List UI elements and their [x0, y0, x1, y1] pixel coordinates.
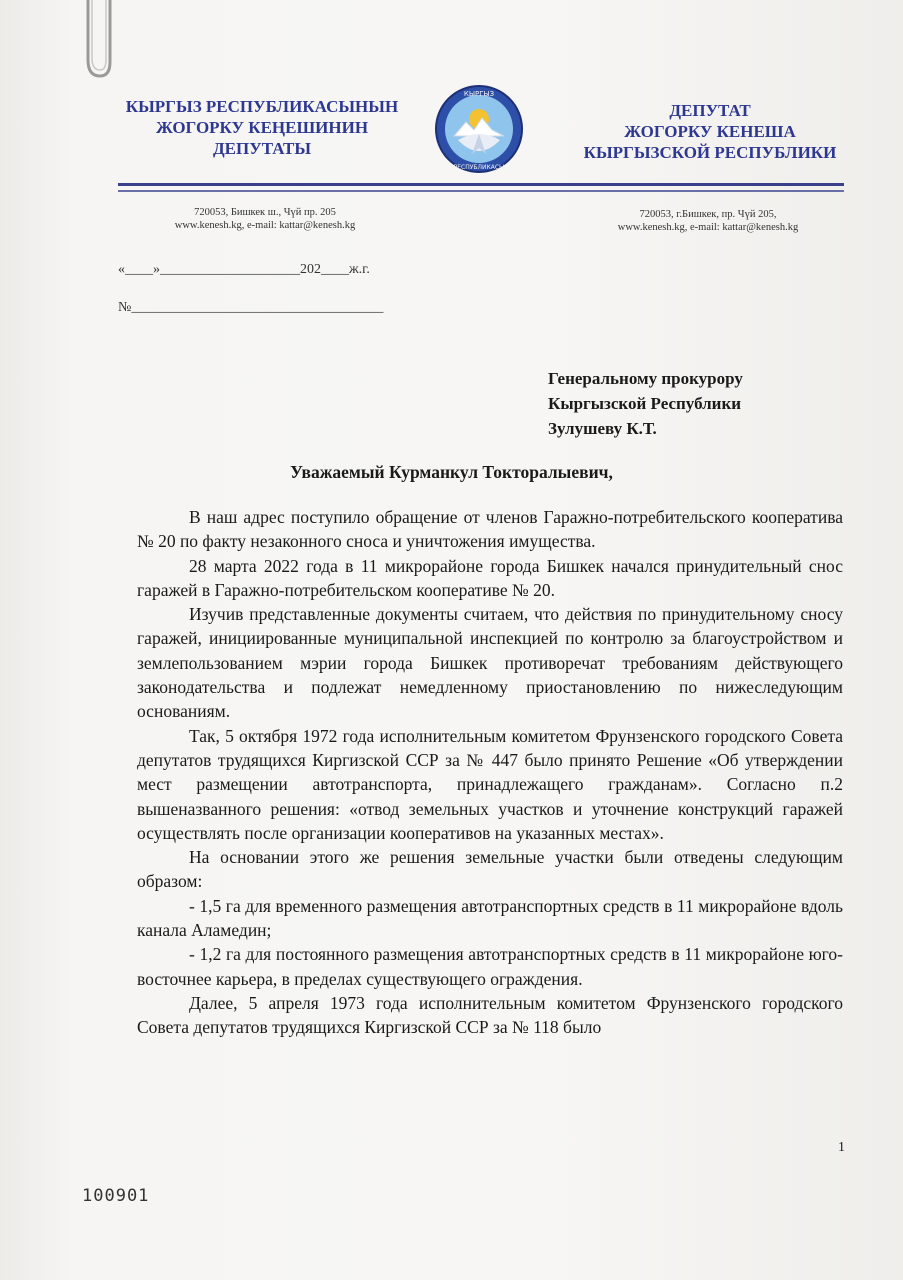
- header-left-kyrgyz: [112, 96, 412, 159]
- address-line: www.kenesh.kg, e-mail: kattar@kenesh.kg: [617, 222, 799, 233]
- header-right-line: ЖОГОРКУ КЕНЕША: [624, 122, 796, 141]
- recipient-line: Генеральному прокурору: [548, 369, 743, 388]
- paper-clip-icon: [78, 0, 112, 80]
- greeting: Уважаемый Курманкул Токторалыевич,: [290, 462, 613, 482]
- header-right-russian: [570, 100, 850, 163]
- svg-text:РЕСПУБЛИКАСЫ: РЕСПУБЛИКАСЫ: [453, 164, 505, 171]
- recipient-line: Кыргызской Республики: [548, 394, 742, 413]
- svg-text:КЫРГЫЗ: КЫРГЫЗ: [463, 90, 495, 98]
- recipient-line: Зулушеву К.Т.: [548, 419, 657, 438]
- header-rule-thick: [118, 183, 844, 186]
- number-field: №____________________________________: [118, 300, 384, 315]
- date-field: «____»____________________202____ж.г.: [118, 262, 370, 277]
- address-line: 720053, Бишкек ш., Чүй пр. 205: [194, 207, 336, 218]
- state-emblem-icon: [434, 84, 524, 174]
- list-item: - 1,5 га для временного размещения автотранспортных средств в 11 микрорайоне вдоль канала Аламедин;: [137, 895, 843, 941]
- address-right: [598, 208, 818, 234]
- paragraph: На основании этого же решения земельные участки были отведены следующим образом:: [137, 847, 843, 892]
- paragraph: 28 марта 2022 года в 11 микрорайоне города Бишкек начался принудительный снос гаражей в Гаражно-потребительском кооперативе № 20.: [137, 555, 843, 600]
- header-left-line: КЫРГЫЗ РЕСПУБЛИКАСЫНЫН: [125, 97, 399, 116]
- page-number: 1: [838, 1140, 845, 1155]
- address-line: www.kenesh.kg, e-mail: kattar@kenesh.kg: [174, 220, 356, 231]
- address-line: 720053, г.Бишкек, пр. Чүй 205,: [639, 209, 777, 220]
- header-rule-thin: [118, 190, 844, 192]
- paragraph: В наш адрес поступило обращение от членов Гаражно-потребительского кооператива № 20 по факту незаконного сноса и уничтожения имущества.: [137, 507, 843, 552]
- header-right-line: КЫРГЫЗСКОЙ РЕСПУБЛИКИ: [583, 143, 837, 162]
- paragraph: Изучив представленные документы считаем, что действия по принудительному сносу гаражей, инициированные муниципальной инспекцией по контролю за благоустройством и землепользованием мэрии города Бишкек противоречат требованиям действующего законодательства и подлежат немедленному приостановлению по нижеследующим основаниям.: [137, 604, 843, 722]
- header-right-line: ДЕПУТАТ: [669, 101, 751, 120]
- letter-body: [137, 505, 843, 1040]
- paragraph: Так, 5 октября 1972 года исполнительным комитетом Фрунзенского городского Совета депутатов трудящихся Киргизской ССР за № 447 было принято Решение «Об утверждении мест размещении автотранспорта, принадлежащего гражданам». Согласно п.2 вышеназванного решения: «отвод земельных участков и уточнение конструкций гаражей осуществлять после организации кооперативов на указанных местах».: [137, 725, 843, 843]
- list-item: - 1,2 га для постоянного размещения автотранспортных средств в 11 микрорайоне юго-восточнее карьера, в пределах существующего ограждения.: [137, 944, 843, 989]
- header-left-line: ЖОГОРКУ КЕҢЕШИНИН: [155, 118, 369, 137]
- paragraph: Далее, 5 апреля 1973 года исполнительным комитетом Фрунзенского городского Совета депутатов трудящихся Киргизской ССР за № 118 было: [137, 992, 843, 1038]
- recipient-block: [548, 366, 743, 441]
- address-left: [150, 206, 380, 232]
- header-left-line: ДЕПУТАТЫ: [212, 139, 312, 158]
- registration-number: 100901: [82, 1186, 150, 1206]
